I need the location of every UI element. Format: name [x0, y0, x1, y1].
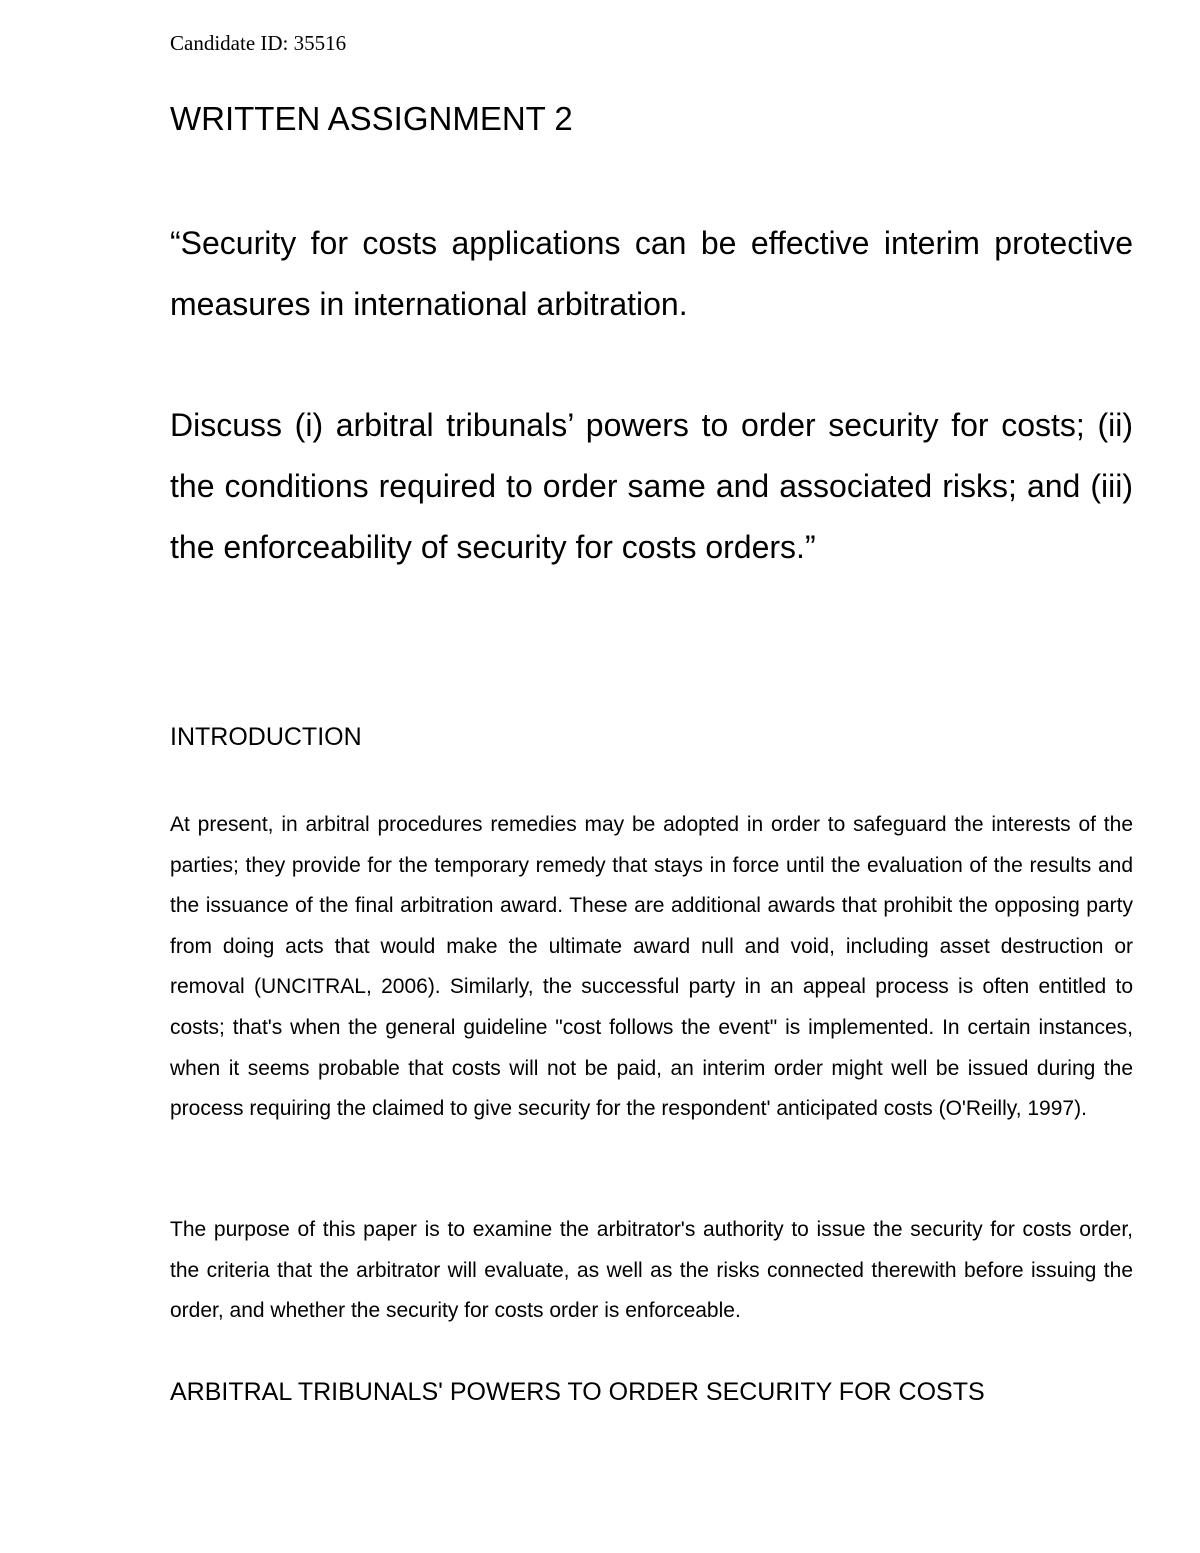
candidate-id: Candidate ID: 35516	[170, 31, 347, 55]
powers-section-heading: ARBITRAL TRIBUNALS' POWERS TO ORDER SECURITY FOR COSTS	[170, 1378, 985, 1406]
introduction-heading: INTRODUCTION	[170, 723, 362, 751]
assignment-title: WRITTEN ASSIGNMENT 2	[170, 100, 573, 137]
assignment-discussion: Discuss (i) arbitral tribunals’ powers to order security for costs; (ii) the conditions required to order same and associated risks; and (iii) the enforceability of security for costs orders.”	[170, 407, 1133, 565]
assignment-quote: “Security for costs applications can be effective interim protective measures in international arbitration.	[170, 225, 1133, 322]
introduction-paragraph-1: At present, in arbitral procedures remedies may be adopted in order to safeguard the interests of the parties; they provide for the temporary remedy that stays in force until the evaluation of the results and the issuance of the final arbitration award. These are additional awards that prohibit the opposing party from doing acts that would make the ultimate award null and void, including asset destruction or removal (UNCITRAL, 2006). Similarly, the successful party in an appeal process is often entitled to costs; that's when the general guideline "cost follows the event" is implemented. In certain instances, when it seems probable that costs will not be paid, an interim order might well be issued during the process requiring the claimed to give security for the respondent' anticipated costs (O'Reilly, 1997).	[170, 813, 1133, 1121]
introduction-paragraph-2: The purpose of this paper is to examine the arbitrator's authority to issue the security for costs order, the criteria that the arbitrator will evaluate, as well as the risks connected therewith before issuing the order, and whether the security for costs order is enforceable.	[170, 1218, 1133, 1323]
